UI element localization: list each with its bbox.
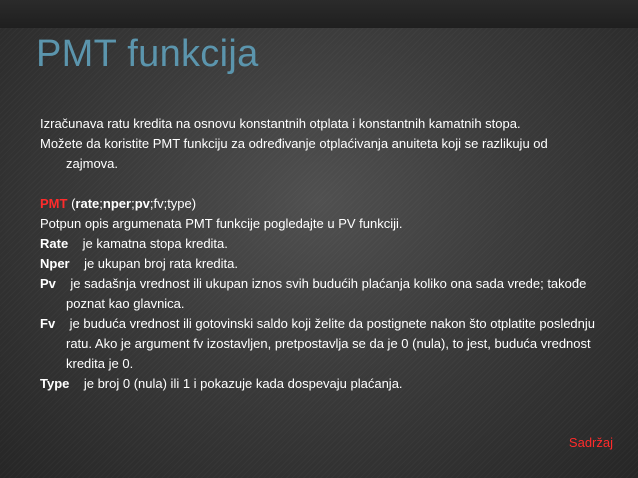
syntax-line: [40, 194, 600, 214]
contents-link[interactable]: Sadržaj: [568, 435, 613, 450]
syntax-arg-rate: rate: [75, 196, 100, 211]
syntax-separator: ;: [99, 196, 103, 211]
spacer: [40, 174, 600, 194]
argument-text: je buduća vrednost ili gotovinski saldo koji želite da postignete nakon što otplatite poslednju ratu. Ako je argument fv izostavljen, pretpostavlja se da je 0 (nula), to jest, buduća vrednost kredita je 0.: [66, 316, 596, 371]
argument-name: Type: [40, 376, 70, 391]
syntax-arg-nper: nper: [102, 196, 132, 211]
argument-nper: [40, 254, 600, 274]
syntax-arg-pv: pv: [134, 196, 150, 211]
argument-rate: [40, 234, 600, 254]
intro-paragraph-2: Možete da koristite PMT funkciju za određivanje otplaćivanja anuiteta koji se razlikuju od zajmova.: [40, 136, 548, 171]
argument-type: [40, 374, 600, 394]
description-note: Potpun opis argumenata PMT funkcije pogledajte u PV funkciji.: [40, 216, 403, 231]
argument-name: Pv: [40, 276, 56, 291]
argument-fv: [40, 314, 600, 374]
argument-text: je kamatna stopa kredita.: [82, 236, 228, 251]
argument-pv: [40, 274, 600, 314]
argument-text: je sadašnja vrednost ili ukupan iznos svih budućih plaćanja koliko ona sada vrede; takođe poznat kao glavnica.: [66, 276, 587, 311]
syntax-optional-args: ;fv;type): [149, 196, 197, 211]
argument-text: je broj 0 (nula) ili 1 i pokazuje kada dospevaju plaćanja.: [83, 376, 403, 391]
intro-paragraph-1: Izračunava ratu kredita na osnovu konstantnih otplata i konstantnih kamatnih stopa.: [40, 116, 521, 131]
argument-text: je ukupan broj rata kredita.: [84, 256, 239, 271]
argument-name: Rate: [40, 236, 69, 251]
slide-title: PMT funkcija: [36, 33, 259, 75]
slide-content: [40, 114, 600, 394]
argument-name: Nper: [40, 256, 70, 271]
syntax-separator: ;: [131, 196, 135, 211]
argument-name: Fv: [40, 316, 56, 331]
top-frame: [0, 0, 638, 28]
syntax-open-paren: (: [67, 196, 76, 211]
syntax-function-name: PMT: [40, 196, 68, 211]
